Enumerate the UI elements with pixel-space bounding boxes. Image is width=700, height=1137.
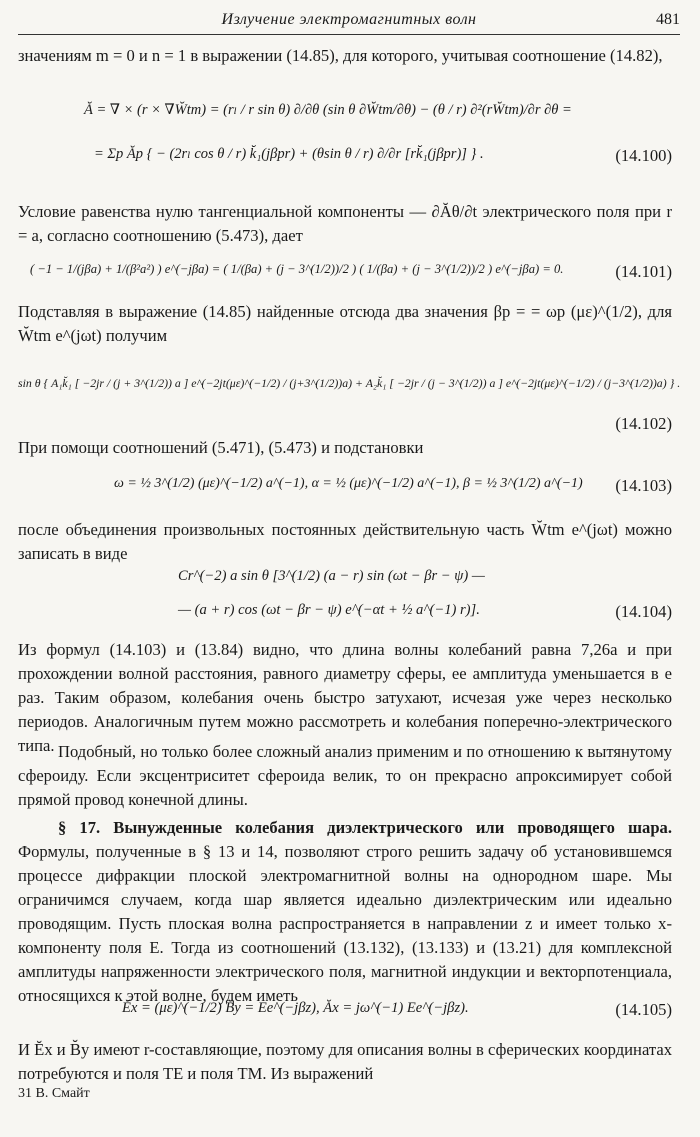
equation-14-105: [18, 1000, 672, 1028]
paragraph-substitution: Подставляя в выражение (14.85) найденные отсюда два значения βp = = ωp (με)^(1/2), для W̆tm e^(jωt) получим: [18, 302, 672, 345]
equation-line: Cr^(−2) a sin θ [3^(1/2) (a − r) sin (ωt − βr − ψ) —: [178, 568, 485, 584]
signature-mark: 31 В. Смайт: [18, 1086, 90, 1101]
equation-number: (14.101): [615, 262, 672, 281]
equation-14-104: [18, 568, 672, 628]
section-text: Формулы, полученные в § 13 и 14, позволяют строго решить задачу об установившемся процессе дифракции плоской электромагнитной волны на однородном шаре. Мы ограничимся случаем, когда шар является идеально диэлектрическим или идеально проводящим. Пусть плоская волна распространяется в направлении z и имеет только x-компоненту поля E. Тогда из соотношений (13.132), (13.133) и (13.21) для комплексной амплитуды напряженности электрического поля, магнитной индукции и векторпотенциала, относящихся к этой волне, будем иметь: [18, 842, 672, 1005]
equation-number: (14.102): [615, 414, 672, 433]
equation-number: (14.104): [615, 602, 672, 621]
equation-line: = Σp Ăp { − (2rₗ cos θ / r) k̆₁(jβpr) + (θsin θ / r) ∂/∂r [rk̆₁(jβpr)] } .: [94, 146, 484, 162]
equation-14-103: [18, 476, 672, 504]
paragraph-boundary-condition: Условие равенства нулю тангенциальной компоненты — ∂Ăθ/∂t электрического поля при r = a, согласно соотношению (5.473), дает: [18, 202, 672, 245]
paragraph-intro: значениям m = 0 и n = 1 в выражении (14.85), для которого, учитывая соотношение (14.82),: [18, 46, 663, 65]
equation-line: Ă = ∇ × (r × ∇W̆tm) = (rₗ / r sin θ) ∂/∂θ (sin θ ∂W̆tm/∂θ) − (θ / r) ∂²(rW̆tm)/∂r ∂θ =: [84, 102, 572, 118]
equation-line: — (a + r) cos (ωt − βr − ψ) e^(−αt + ½ a^(−1) r)].: [178, 602, 480, 618]
paragraph-spheroid: Подобный, но только более сложный анализ применим и по отношению к вытянутому сфероиду. Если эксцентриситет сфероида велик, то он прекрасно апроксимирует собой прямой провод конечной длины.: [18, 742, 672, 809]
equation-number: (14.100): [615, 146, 672, 165]
equation-line: sin θ { A₁k̆₁ [ −2jr / (j + 3^(1/2)) a ] e^(−2jt(με)^(−1/2) / (j+3^(1/2))a) + A₂k̆₁ [ −2jr / (j − 3^(1/2)) a ] e^(−2jt(με)^(−1/2) / (j−3^(1/2))a) } .: [18, 376, 681, 390]
equation-line: ω = ½ 3^(1/2) (με)^(−1/2) a^(−1), α = ½ (με)^(−1/2) a^(−1), β = ½ 3^(1/2) a^(−1): [114, 476, 583, 491]
equation-14-100: [18, 100, 672, 192]
equation-14-101: [18, 262, 672, 290]
section-17: [18, 816, 672, 1008]
paragraph-wavelength: Из формул (14.103) и (13.84) видно, что длина волны колебаний равна 7,26a и при прохождении волной расстояния, равного диаметру сферы, ее амплитуда уменьшается в e раз. Таким образом, колебания очень быстро затухают, исчезая уже через несколько периодов. Аналогичным путем можно рассмотреть и колебания поперечно-электрического типа.: [18, 640, 672, 755]
paragraph-real-part: после объединения произвольных постоянных действительную часть W̆tm e^(jωt) можно записать в виде: [18, 520, 672, 563]
running-header: [18, 8, 680, 35]
section-heading: § 17. Вынужденные колебания диэлектрического или проводящего шара.: [58, 818, 672, 837]
paragraph-relations: При помощи соотношений (5.471), (5.473) и подстановки: [18, 438, 424, 457]
page-number: 481: [656, 11, 680, 28]
equation-14-102: [18, 370, 681, 440]
equation-number: (14.103): [615, 476, 672, 495]
paragraph-spherical-coordinates: И Ĕx и B̆y имеют r-составляющие, поэтому для описания волны в сферических координатах потребуются и поля TE и поля TM. Из выражений: [18, 1040, 672, 1083]
equation-line: ( −1 − 1/(jβa) + 1/(β²a²) ) e^(−jβa) = ( 1/(βa) + (j − 3^(1/2))/2 ) ( 1/(βa) + (j − 3^(1/2))/2 ) e^(−jβa) = 0.: [30, 262, 564, 276]
equation-line: Ĕx = (με)^(−1/2) B̆y = Ee^(−jβz), Ăx = jω^(−1) Ee^(−jβz).: [122, 1000, 469, 1016]
running-title: Излучение электромагнитных волн: [221, 11, 477, 28]
equation-number: (14.105): [615, 1000, 672, 1019]
